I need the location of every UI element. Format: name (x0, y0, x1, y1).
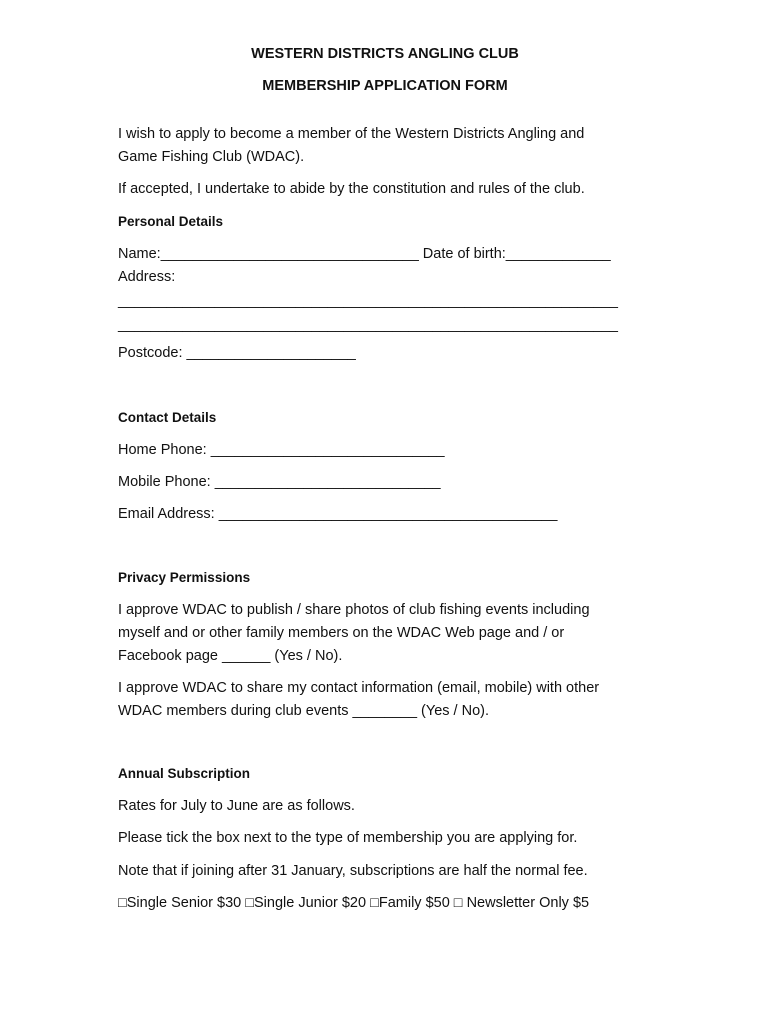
personal-details-heading: Personal Details (118, 214, 224, 229)
address-field-line-2[interactable]: ______________________________________________________________ (118, 317, 618, 333)
subscription-instruction-line: Please tick the box next to the type of membership you are applying for. (118, 830, 578, 846)
intro-line-3: If accepted, I undertake to abide by the constitution and rules of the club. (118, 181, 585, 197)
email-field[interactable]: Email Address: __________________________________________ (118, 506, 558, 522)
privacy-permissions-heading: Privacy Permissions (118, 570, 251, 585)
subscription-rates-line: Rates for July to June are as follows. (118, 798, 355, 814)
name-dob-field[interactable]: Name:________________________________ Date of birth:_____________ (118, 246, 611, 262)
form-title: MEMBERSHIP APPLICATION FORM (262, 78, 508, 94)
contact-details-heading: Contact Details (118, 410, 217, 425)
privacy-photos-consent-field[interactable]: Facebook page ______ (Yes / No). (118, 648, 343, 664)
annual-subscription-heading: Annual Subscription (118, 766, 251, 781)
postcode-field[interactable]: Postcode: _____________________ (118, 345, 356, 361)
privacy-photos-line-1: I approve WDAC to publish / share photos of club fishing events including (118, 602, 590, 618)
subscription-note-line: Note that if joining after 31 January, subscriptions are half the normal fee. (118, 863, 588, 879)
privacy-photos-line-2: myself and or other family members on the WDAC Web page and / or (118, 625, 565, 641)
intro-line-1: I wish to apply to become a member of the Western Districts Angling and (118, 126, 585, 142)
privacy-contact-consent-field[interactable]: WDAC members during club events ________ (Yes / No). (118, 703, 490, 719)
address-label: Address: (118, 269, 176, 285)
home-phone-field[interactable]: Home Phone: _____________________________ (118, 442, 445, 458)
address-field-line-1[interactable]: ______________________________________________________________ (118, 293, 618, 309)
membership-options-checkboxes[interactable]: □Single Senior $30 □Single Junior $20 □Family $50 □ Newsletter Only $5 (118, 895, 590, 911)
club-title: WESTERN DISTRICTS ANGLING CLUB (251, 46, 519, 62)
privacy-contact-line-1: I approve WDAC to share my contact information (email, mobile) with other (118, 680, 600, 696)
mobile-phone-field[interactable]: Mobile Phone: ____________________________ (118, 474, 441, 490)
intro-line-2: Game Fishing Club (WDAC). (118, 149, 305, 165)
